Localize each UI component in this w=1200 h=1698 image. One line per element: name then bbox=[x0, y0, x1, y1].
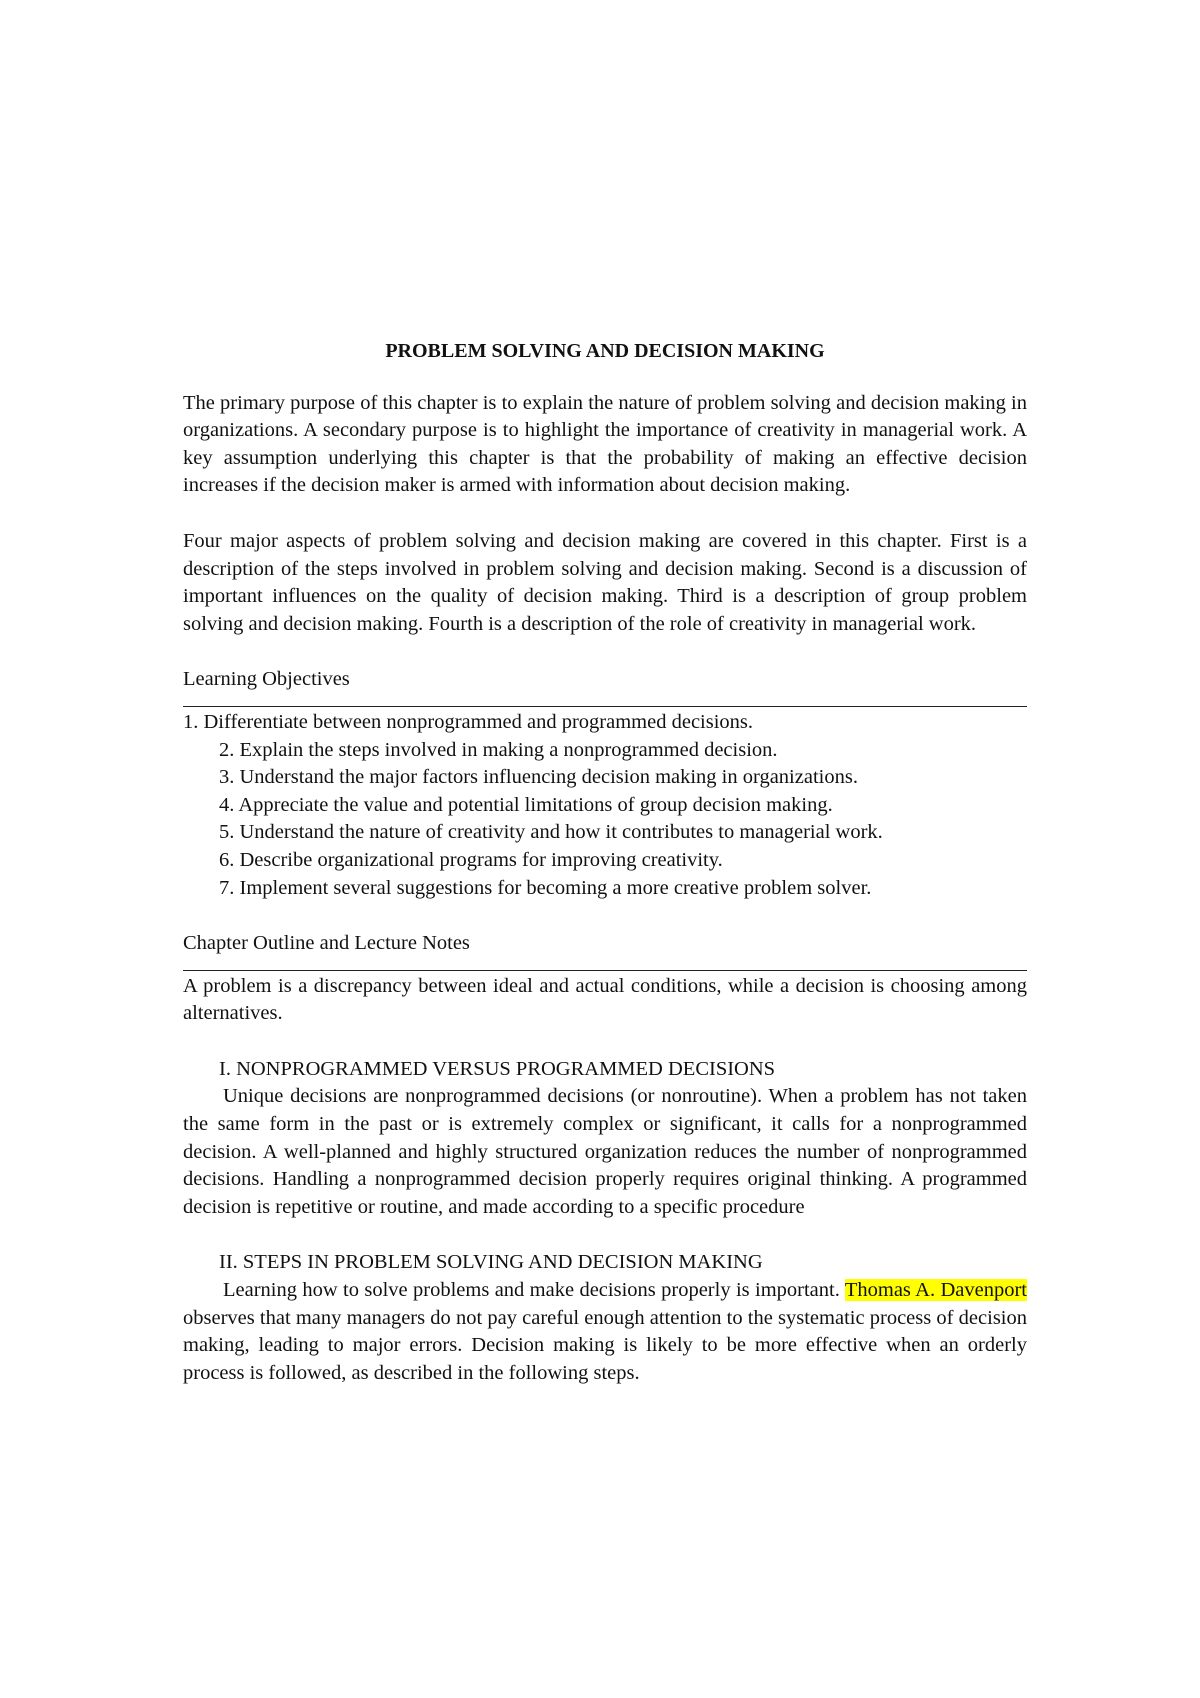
section-2-heading: II. STEPS IN PROBLEM SOLVING AND DECISION MAKING bbox=[219, 1251, 763, 1274]
objective-item: 1. Differentiate between nonprogrammed and programmed decisions. bbox=[183, 710, 754, 733]
highlighted-author-name: Thomas A. Davenport bbox=[844, 1279, 1027, 1302]
document-title: PROBLEM SOLVING AND DECISION MAKING bbox=[385, 340, 825, 362]
learning-objectives-list bbox=[183, 709, 1027, 902]
section-2-body-end: observes that many managers do not pay careful enough attention to the systematic process of decision making, leading to major errors. Decision making is likely to be more effective when an orderly process is followed, as described in the following steps. bbox=[183, 1306, 1027, 1384]
spacer bbox=[183, 902, 1027, 930]
chapter-outline-heading: Chapter Outline and Lecture Notes bbox=[183, 932, 470, 955]
horizontal-rule bbox=[183, 970, 1027, 971]
objective-item: 7. Implement several suggestions for becoming a more creative problem solver. bbox=[219, 876, 872, 899]
section-2-body-start: Learning how to solve problems and make decisions properly is important. bbox=[223, 1279, 840, 1302]
intro-paragraph-2: Four major aspects of problem solving and decision making are covered in this chapter. First is a description of the steps involved in problem solving and decision making. Second is a discussion of important influences on the quality of decision making. Third is a description of group problem solving and decision making. Fourth is a description of the role of creativity in managerial work. bbox=[183, 529, 1027, 635]
spacer bbox=[183, 638, 1027, 666]
objective-item: 3. Understand the major factors influencing decision making in organizations. bbox=[219, 766, 858, 789]
document-page bbox=[183, 338, 1027, 1387]
spacer bbox=[183, 1028, 1027, 1056]
horizontal-rule bbox=[183, 706, 1027, 707]
objective-item: 2. Explain the steps involved in making a nonprogrammed decision. bbox=[219, 738, 778, 761]
objective-item: 6. Describe organizational programs for improving creativity. bbox=[219, 848, 723, 871]
objective-item: 4. Appreciate the value and potential limitations of group decision making. bbox=[219, 793, 833, 816]
learning-objectives-heading: Learning Objectives bbox=[183, 668, 350, 691]
section-1-body: Unique decisions are nonprogrammed decisions (or nonroutine). When a problem has not taken the same form in the past or is extremely complex or significant, it calls for a nonprogrammed decision. A well-planned and highly structured organization reduces the number of nonprogrammed decisions. Handling a nonprogrammed decision properly requires original thinking. A programmed decision is repetitive or routine, and made according to a specific procedure bbox=[183, 1085, 1027, 1218]
objective-item: 5. Understand the nature of creativity and how it contributes to managerial work. bbox=[219, 821, 883, 844]
problem-definition: A problem is a discrepancy between ideal and actual conditions, while a decision is choosing among alternatives. bbox=[183, 974, 1027, 1025]
intro-paragraph-1: The primary purpose of this chapter is to explain the nature of problem solving and decision making in organizations. A secondary purpose is to highlight the importance of creativity in managerial work. A key assumption underlying this chapter is that the probability of making an effective decision increases if the decision maker is armed with information about decision making. bbox=[183, 391, 1027, 497]
spacer bbox=[183, 1221, 1027, 1249]
spacer bbox=[183, 500, 1027, 528]
section-2-body bbox=[183, 1277, 1027, 1387]
section-1-heading: I. NONPROGRAMMED VERSUS PROGRAMMED DECISIONS bbox=[219, 1057, 776, 1080]
